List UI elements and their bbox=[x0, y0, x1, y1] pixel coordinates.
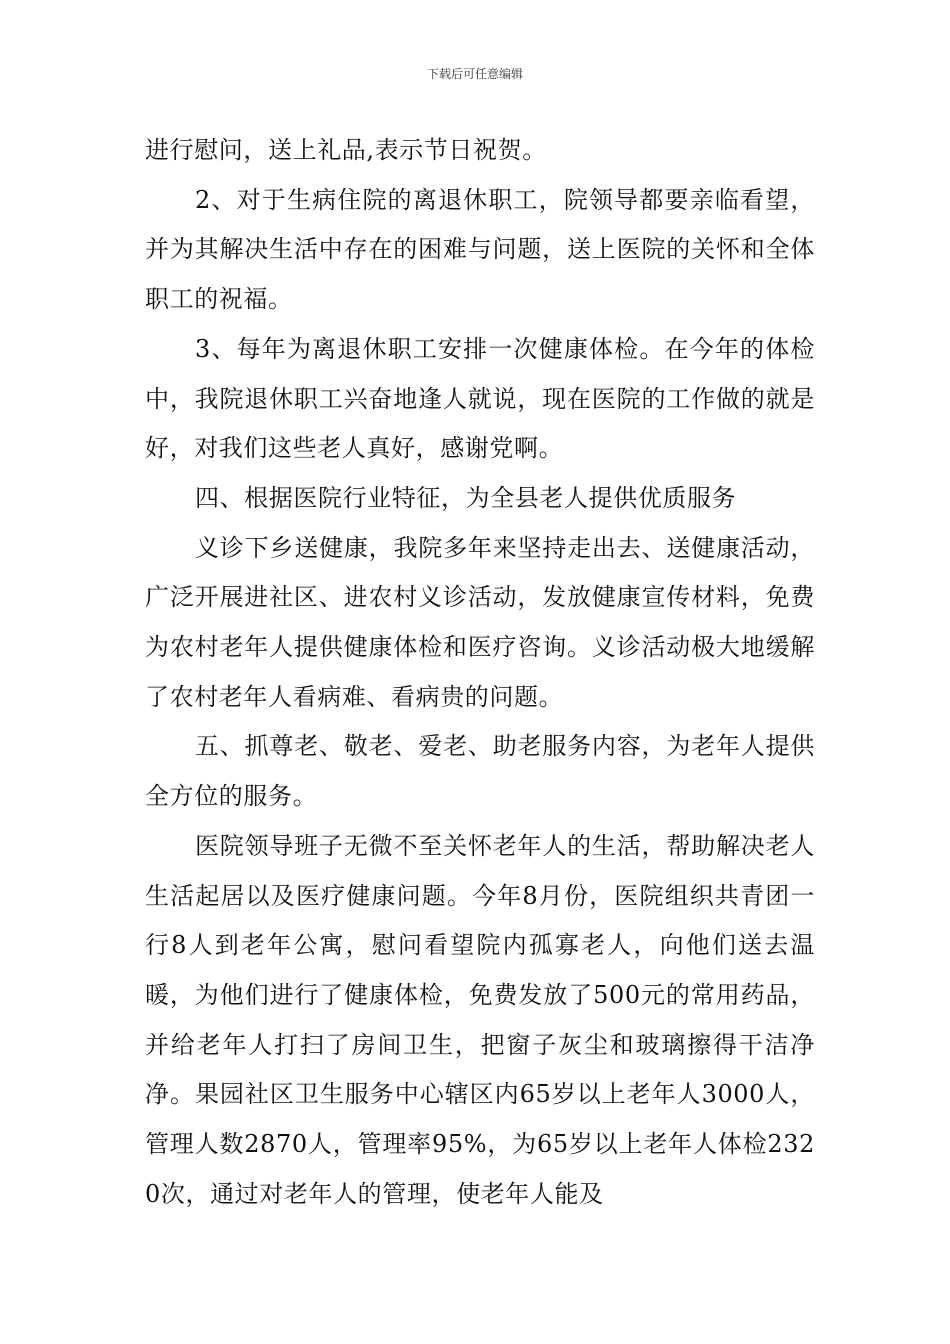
page-header-note: 下载后可任意编辑 bbox=[426, 67, 523, 81]
document-body bbox=[145, 126, 815, 1219]
paragraph-item-2: 2、对于生病住院的离退休职工，院领导都要亲临看望，并为其解决生活中存在的困难与问题，送上医院的关怀和全体职工的祝福。 bbox=[145, 185, 815, 314]
section-heading-5: 五、抓尊老、敬老、爱老、助老服务内容，为老年人提供全方位的服务。 bbox=[145, 732, 815, 811]
paragraph-item-3: 3、每年为离退休职工安排一次健康体检。在今年的体检中，我院退休职工兴奋地逢人就说，现在医院的工作做的就是好，对我们这些老人真好，感谢党啊。 bbox=[145, 334, 815, 463]
section-heading-4: 四、根据医院行业特征，为全县老人提供优质服务 bbox=[195, 483, 737, 512]
paragraph-free-clinic: 义诊下乡送健康，我院多年来坚持走出去、送健康活动，广泛开展进社区、进农村义诊活动，发放健康宣传材料，免费为农村老年人提供健康体检和医疗咨询。义诊活动极大地缓解了农村老年人看病难、看病贵的问题。 bbox=[145, 533, 815, 711]
paragraph-continuation: 进行慰问，送上礼品,表示节日祝贺。 bbox=[145, 136, 547, 164]
paragraph-elderly-care: 医院领导班子无微不至关怀老年人的生活，帮助解决老人生活起居以及医疗健康问题。今年8月份，医院组织共青团一行8人到老年公寓，慰问看望院内孤寡老人，向他们送去温暖，为他们进行了健康体检，免费发放了500元的常用药品，并给老年人打扫了房间卫生，把窗子灰尘和玻璃擦得干洁净净。果园社区卫生服务中心辖区内65岁以上老年人3000人，管理人数2870人，管理率95%，为65岁以上老年人体检2320次，通过对老年人的管理，使老年人能及 bbox=[145, 831, 815, 1208]
